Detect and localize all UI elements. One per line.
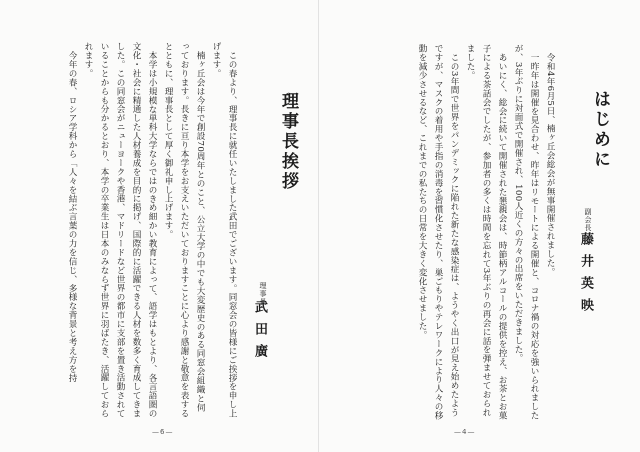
left-page-title: 理事長挨拶 xyxy=(278,92,298,192)
left-paragraph-1: この春より、理事長に就任いたしました武田でございます。同窓会の皆様にご挨拶を申し上げます。 xyxy=(211,42,237,418)
right-paragraph-1: 令和4年6月5日、楠ヶ丘会総会が無事開催されました。 xyxy=(545,52,555,276)
right-paragraph-2: 一昨年は開催を見合わせ、昨年はリモートによる開催と、コロナ禍の対応を強いられましたが、3年ぶりに対面式で開催され、100人近くの方々の出席をいただきました。 xyxy=(513,44,539,420)
right-page-title: はじめに xyxy=(590,90,610,170)
left-page-number: —6— xyxy=(152,428,174,436)
left-paragraph-2: 楠ヶ丘会は今年で創設70周年とのこと、公立大学の中でも大変歴史のある同窓会組織と伺っております。長きに亘り本学をお支えいただいておりますことに心より感謝と敬意を表するとともに、理事長として厚く御礼申し上げます。 xyxy=(163,42,205,418)
right-paragraph-4: この3年間で世界をパンデミックに陥れた新たな感染症は、ようやく出口が見え始めたようですが、マスクの着用や手指の消毒を習慣化させたり、巣ごもりやテレワークにより人々の移動を減少させるなど、これまでの私たちの日常を大きく変化させました。 xyxy=(417,44,459,420)
left-paragraph-4: 今年の春、ロシア学科から「人々を結ぶ言葉の力を信じ、多様な背景と考え方を持 xyxy=(67,50,77,382)
right-author-role: 副会長 xyxy=(584,208,592,232)
left-paragraph-3: 本学は小規模な単科大学ならではのきめ細かい教育によって、語学はもとより、各言語圏の文化・社会に精通した人材養成を目的に掲げ、国際的に活躍できる人材を数多く育成してきました。この同窓会がニューヨークや香港、マドリードなど世界の都市に支部を置き活動されていることからも分かるとおり、本学の卒業生は日本のみならず世界に羽ばたき、活躍しておられます。 xyxy=(83,42,157,418)
right-page xyxy=(320,0,640,452)
right-author-name: 藤井英映 xyxy=(578,232,593,320)
right-paragraph-3: あいにく、総会に続いて開催された懇親会は、時節柄アルコールの提供を控え、お茶とお菓子による茶話会でしたが、参加者の多くは時間を忘れて3年ぶりの再会に話を弾ませておられました。 xyxy=(465,44,507,420)
left-page xyxy=(0,0,318,452)
page-fold xyxy=(318,0,319,452)
left-author-name: 武田廣 xyxy=(252,300,267,366)
left-body-text xyxy=(14,42,240,418)
right-page-number: —4— xyxy=(454,428,476,436)
left-author-role: 理事長 xyxy=(259,282,267,306)
right-body-text xyxy=(348,44,558,420)
